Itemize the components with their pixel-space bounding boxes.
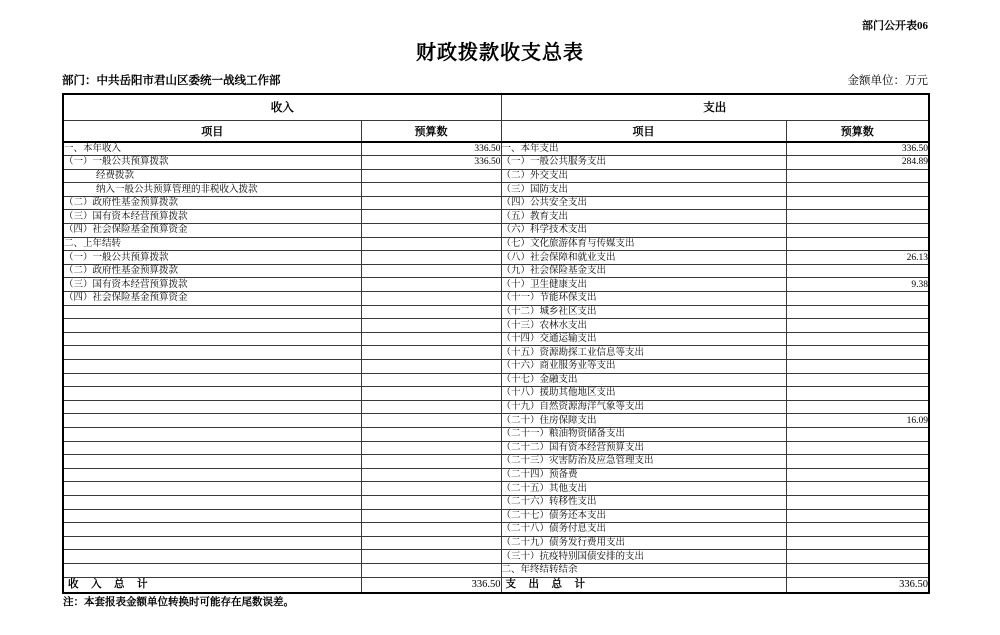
- expense-item-cell: （十）卫生健康支出: [501, 278, 786, 292]
- expense-value-cell: [786, 183, 929, 197]
- table-body: [63, 142, 929, 577]
- income-value-cell: [361, 251, 501, 265]
- income-value-cell: [361, 196, 501, 210]
- expense-item-cell: （四）公共安全支出: [501, 196, 786, 210]
- table-row: [63, 550, 929, 564]
- income-item-cell: [63, 373, 361, 387]
- table-row: [63, 332, 929, 346]
- expense-value-cell: [786, 387, 929, 401]
- expense-item-cell: （二十八）债务付息支出: [501, 523, 786, 537]
- income-value-cell: [361, 237, 501, 251]
- table-row: [63, 346, 929, 360]
- table-row: [63, 441, 929, 455]
- income-item-cell: （三）国有资本经营预算拨款: [63, 278, 361, 292]
- income-value-cell: [361, 278, 501, 292]
- income-item-cell: [63, 495, 361, 509]
- expense-value-cell: 284.89: [786, 156, 929, 170]
- budget-table: [62, 93, 930, 594]
- table-row: [63, 536, 929, 550]
- table-row: [63, 400, 929, 414]
- expense-value-cell: [786, 264, 929, 278]
- expense-value-cell: [786, 536, 929, 550]
- income-value-cell: [361, 305, 501, 319]
- expense-value-cell: [786, 468, 929, 482]
- table-row: [63, 237, 929, 251]
- expense-value-cell: [786, 319, 929, 333]
- expense-value-cell: [786, 196, 929, 210]
- meta-row: [62, 72, 928, 88]
- expense-value-cell: [786, 292, 929, 306]
- income-item-cell: [63, 414, 361, 428]
- income-budget-column-header: 预算数: [361, 120, 501, 142]
- income-item-cell: [63, 332, 361, 346]
- income-value-cell: [361, 495, 501, 509]
- income-value-cell: [361, 373, 501, 387]
- expense-item-cell: （五）教育支出: [501, 210, 786, 224]
- income-value-cell: [361, 319, 501, 333]
- expense-item-cell: （十九）自然资源海洋气象等支出: [501, 400, 786, 414]
- expense-total-value: 336.50: [786, 577, 929, 593]
- expense-value-cell: [786, 346, 929, 360]
- expense-item-cell: （三十）抗疫特别国债安排的支出: [501, 550, 786, 564]
- expense-item-cell: （六）科学技术支出: [501, 224, 786, 238]
- income-value-cell: [361, 169, 501, 183]
- expense-value-cell: [786, 523, 929, 537]
- income-value-cell: [361, 468, 501, 482]
- income-value-cell: [361, 536, 501, 550]
- income-item-cell: [63, 482, 361, 496]
- doc-number-label: 部门公开表06: [862, 20, 928, 32]
- expense-value-cell: [786, 563, 929, 577]
- expense-item-cell: 一、本年支出: [501, 142, 786, 156]
- expense-value-cell: [786, 427, 929, 441]
- income-item-cell: [63, 346, 361, 360]
- table-row: [63, 210, 929, 224]
- income-item-cell: [63, 523, 361, 537]
- income-value-cell: [361, 346, 501, 360]
- page-title: 财政拨款收支总表: [416, 42, 584, 64]
- expense-value-cell: [786, 400, 929, 414]
- income-item-cell: [63, 427, 361, 441]
- expense-item-cell: （十一）节能环保支出: [501, 292, 786, 306]
- table-row: [63, 482, 929, 496]
- income-item-cell: 纳入一般公共预算管理的非税收入拨款: [63, 183, 361, 197]
- expense-item-cell: （一）一般公共服务支出: [501, 156, 786, 170]
- income-item-cell: 一、本年收入: [63, 142, 361, 156]
- table-row: [63, 523, 929, 537]
- income-item-cell: （四）社会保险基金预算资金: [63, 224, 361, 238]
- expense-value-cell: [786, 305, 929, 319]
- income-total-label: 收 入 总 计: [63, 577, 361, 593]
- expense-value-cell: [786, 509, 929, 523]
- income-total-value: 336.50: [361, 577, 501, 593]
- expense-value-cell: [786, 332, 929, 346]
- table-row: [63, 196, 929, 210]
- expense-item-column-header: 项目: [501, 120, 786, 142]
- expense-value-cell: 26.13: [786, 251, 929, 265]
- table-row: [63, 509, 929, 523]
- income-value-cell: [361, 414, 501, 428]
- income-item-cell: （三）国有资本经营预算拨款: [63, 210, 361, 224]
- expense-value-cell: [786, 441, 929, 455]
- expense-budget-column-header: 预算数: [786, 120, 929, 142]
- expense-item-cell: （十三）农林水支出: [501, 319, 786, 333]
- expense-item-cell: （二十五）其他支出: [501, 482, 786, 496]
- income-value-cell: [361, 441, 501, 455]
- income-value-cell: [361, 482, 501, 496]
- table-row: [63, 319, 929, 333]
- income-item-cell: 二、上年结转: [63, 237, 361, 251]
- income-value-cell: [361, 400, 501, 414]
- expense-total-label: 支 出 总 计: [501, 577, 786, 593]
- income-item-cell: [63, 509, 361, 523]
- income-value-cell: [361, 563, 501, 577]
- income-value-cell: [361, 360, 501, 374]
- expense-item-cell: （三）国防支出: [501, 183, 786, 197]
- expense-item-cell: （七）文化旅游体育与传媒支出: [501, 237, 786, 251]
- expense-value-cell: [786, 210, 929, 224]
- department-label: 部门：中共岳阳市君山区委统一战线工作部: [62, 75, 281, 87]
- income-value-cell: 336.50: [361, 156, 501, 170]
- income-value-cell: [361, 427, 501, 441]
- income-item-cell: [63, 360, 361, 374]
- table-row: [63, 373, 929, 387]
- table-row: [63, 169, 929, 183]
- expense-item-cell: （八）社会保障和就业支出: [501, 251, 786, 265]
- income-item-cell: （二）政府性基金预算拨款: [63, 264, 361, 278]
- expense-value-cell: [786, 224, 929, 238]
- expense-value-cell: [786, 237, 929, 251]
- expense-item-cell: （二十六）转移性支出: [501, 495, 786, 509]
- expense-item-cell: （十二）城乡社区支出: [501, 305, 786, 319]
- table-row: [63, 468, 929, 482]
- table-row: [63, 183, 929, 197]
- income-section-header: 收入: [63, 94, 501, 120]
- unit-label: 金额单位：万元: [847, 75, 928, 87]
- footnote: 注：本套报表金额单位转换时可能存在尾数误差。: [63, 597, 294, 608]
- expense-item-cell: （十六）商业服务业等支出: [501, 360, 786, 374]
- expense-value-cell: [786, 495, 929, 509]
- table-row: [63, 495, 929, 509]
- table-row: [63, 224, 929, 238]
- expense-item-cell: （二十七）债务还本支出: [501, 509, 786, 523]
- income-value-cell: 336.50: [361, 142, 501, 156]
- expense-value-cell: 9.38: [786, 278, 929, 292]
- income-value-cell: [361, 224, 501, 238]
- income-item-cell: （一）一般公共预算拨款: [63, 156, 361, 170]
- income-value-cell: [361, 210, 501, 224]
- table-row: [63, 387, 929, 401]
- table-row: [63, 305, 929, 319]
- total-row: [63, 577, 929, 593]
- expense-item-cell: （二十九）债务发行费用支出: [501, 536, 786, 550]
- income-value-cell: [361, 332, 501, 346]
- expense-item-cell: （九）社会保险基金支出: [501, 264, 786, 278]
- income-item-cell: [63, 387, 361, 401]
- expense-item-cell: （十八）援助其他地区支出: [501, 387, 786, 401]
- column-header-row: [63, 120, 929, 142]
- table-row: [63, 251, 929, 265]
- expense-value-cell: [786, 455, 929, 469]
- expense-item-cell: （二）外交支出: [501, 169, 786, 183]
- table-row: [63, 278, 929, 292]
- income-item-cell: [63, 468, 361, 482]
- income-item-cell: [63, 563, 361, 577]
- expense-item-cell: （二十）住房保障支出: [501, 414, 786, 428]
- income-item-cell: （二）政府性基金预算拨款: [63, 196, 361, 210]
- expense-value-cell: [786, 373, 929, 387]
- income-item-cell: （四）社会保险基金预算资金: [63, 292, 361, 306]
- income-value-cell: [361, 387, 501, 401]
- expense-item-cell: 二、年终结转结余: [501, 563, 786, 577]
- table-row: [63, 563, 929, 577]
- income-item-cell: 经费拨款: [63, 169, 361, 183]
- income-item-cell: [63, 305, 361, 319]
- table-row: [63, 427, 929, 441]
- income-item-cell: [63, 550, 361, 564]
- income-value-cell: [361, 455, 501, 469]
- expense-value-cell: [786, 169, 929, 183]
- expense-value-cell: [786, 482, 929, 496]
- income-value-cell: [361, 264, 501, 278]
- expense-section-header: 支出: [501, 94, 929, 120]
- expense-value-cell: [786, 360, 929, 374]
- income-value-cell: [361, 509, 501, 523]
- expense-item-cell: （二十四）预备费: [501, 468, 786, 482]
- income-item-cell: [63, 441, 361, 455]
- expense-value-cell: 336.50: [786, 142, 929, 156]
- income-value-cell: [361, 183, 501, 197]
- table-row: [63, 142, 929, 156]
- expense-value-cell: 16.09: [786, 414, 929, 428]
- expense-item-cell: （二十三）灾害防治及应急管理支出: [501, 455, 786, 469]
- income-item-column-header: 项目: [63, 120, 361, 142]
- table-row: [63, 455, 929, 469]
- expense-value-cell: [786, 550, 929, 564]
- income-item-cell: [63, 319, 361, 333]
- expense-item-cell: （二十二）国有资本经营预算支出: [501, 441, 786, 455]
- expense-item-cell: （十七）金融支出: [501, 373, 786, 387]
- expense-item-cell: （二十一）粮油物资储备支出: [501, 427, 786, 441]
- income-item-cell: [63, 400, 361, 414]
- income-item-cell: [63, 455, 361, 469]
- expense-item-cell: （十五）资源勘探工业信息等支出: [501, 346, 786, 360]
- income-value-cell: [361, 550, 501, 564]
- table-row: [63, 360, 929, 374]
- income-value-cell: [361, 523, 501, 537]
- table-row: [63, 156, 929, 170]
- group-header-row: [63, 94, 929, 120]
- income-value-cell: [361, 292, 501, 306]
- income-item-cell: （一）一般公共预算拨款: [63, 251, 361, 265]
- income-item-cell: [63, 536, 361, 550]
- table-row: [63, 414, 929, 428]
- table-row: [63, 292, 929, 306]
- expense-item-cell: （十四）交通运输支出: [501, 332, 786, 346]
- table-row: [63, 264, 929, 278]
